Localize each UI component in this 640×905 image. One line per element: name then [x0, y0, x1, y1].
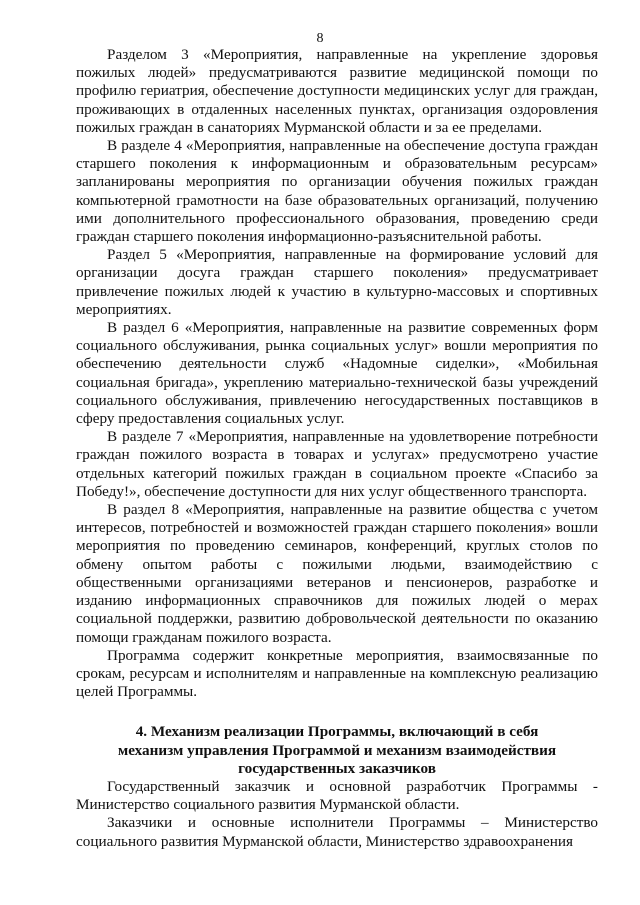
paragraph-program-summary: Программа содержит конкретные мероприятия, взаимосвязанные по срокам, ресурсам и исполнителям и направленные на комплексную реализацию целей Программы.: [76, 646, 598, 701]
paragraph-state-customer: Государственный заказчик и основной разработчик Программы - Министерство социального развития Мурманской области.: [76, 777, 598, 814]
paragraph-section-5: Раздел 5 «Мероприятия, направленные на формирование условий для организации досуга граждан старшего поколения» предусматривает привлечение пожилых людей к участию в культурно-массовых и спортивных мероприятиях.: [76, 246, 598, 318]
page-number: 8: [316, 31, 324, 46]
document-body: [76, 46, 598, 851]
section-heading: [76, 723, 598, 778]
paragraph-section-4: В разделе 4 «Мероприятия, направленные на обеспечение доступа граждан старшего поколения к информационным и образовательным ресурсам» запланированы мероприятия по организации обучения пожилых граждан компьютерной грамотности на базе образовательных организаций, получению ими дополнительного профессионального образования, проведению среди граждан старшего поколения информационно-разъяснительной работы.: [76, 137, 598, 246]
paragraph-section-7: В разделе 7 «Мероприятия, направленные на удовлетворение потребности граждан пожилого возраста в товарах и услугах» предусмотрено участие отдельных категорий пожилых граждан в социальном проекте «Спасибо за Победу!», обеспечение доступности для них услуг общественного транспорта.: [76, 428, 598, 500]
paragraph-section-6: В раздел 6 «Мероприятия, направленные на развитие современных форм социального обслуживания, рынка социальных услуг» вошли мероприятия по обеспечению деятельности служб «Надомные сиделки», «Мобильная социальная бригада», укреплению материально-технической базы учреждений социального обслуживания, привлечению негосударственных поставщиков в сферу предоставления социальных услуг.: [76, 319, 598, 428]
section-heading-line-1: 4. Механизм реализации Программы, включающий в себя: [135, 723, 539, 741]
paragraph-section-3: Разделом 3 «Мероприятия, направленные на укрепление здоровья пожилых людей» предусматриваются развитие медицинской помощи по профилю гериатрия, обеспечение доступности медицинских услуг для граждан, проживающих в отдаленных населенных пунктах, организация оздоровления пожилых граждан в санаториях Мурманской области и за ее пределами.: [76, 46, 598, 136]
section-heading-line-2: механизм управления Программой и механизм взаимодействия: [117, 741, 557, 759]
paragraph-executors: Заказчики и основные исполнители Программы – Министерство социального развития Мурманской области, Министерство здравоохранения: [76, 814, 598, 850]
section-heading-line-3: государственных заказчиков: [238, 759, 436, 777]
paragraph-section-8: В раздел 8 «Мероприятия, направленные на развитие общества с учетом интересов, потребностей и возможностей граждан старшего поколения» вошли мероприятия по проведению семинаров, конференций, круглых столов по обмену опытом работы с пожилыми людьми, взаимодействию с общественными организациями ветеранов и пенсионеров, разработке и изданию информационных справочников для пожилых людей о мерах социальной поддержки, развитию добровольческой деятельности по оказанию помощи гражданам пожилого возраста.: [76, 501, 598, 646]
